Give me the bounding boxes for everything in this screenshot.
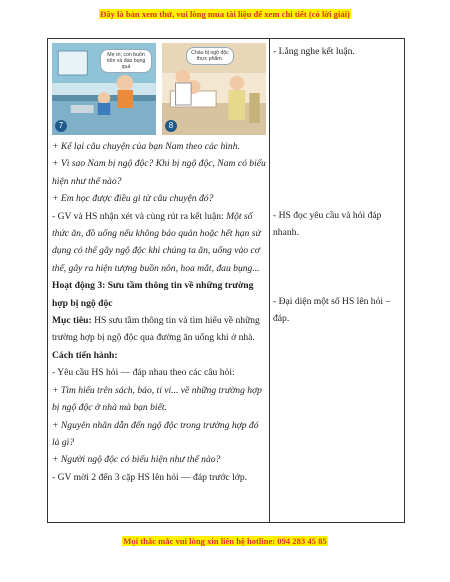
method-label: Cách tiến hành: bbox=[52, 349, 118, 361]
student-response-1: - Lắng nghe kết luận. bbox=[273, 46, 355, 57]
goal-text: HS sưu tầm thông tin và tìm hiểu về những trường hợp bị ngộ độc qua đường ăn uống khi ở nhà. bbox=[52, 315, 260, 344]
step-pair-questions: - Yêu cầu HS hỏi — đáp nhau theo các câu hỏi: bbox=[52, 367, 235, 379]
goal bbox=[52, 312, 266, 347]
conclusion bbox=[52, 208, 266, 278]
question-lesson-learned: + Em học được điều gì từ câu chuyện đó? bbox=[52, 193, 214, 205]
question-retell: + Kể lại câu chuyện của bạn Nam theo các hình. bbox=[52, 141, 240, 152]
prompt-research-cases: + Tìm hiểu trên sách, báo, ti vi... về những trường hợp bị ngộ độc ở nhà mà bạn biết. bbox=[52, 384, 262, 414]
hotline-footer: Mọi thắc mắc vui lòng xin liên hệ hotline: 094 283 45 85 bbox=[123, 536, 327, 546]
goal-label: Mục tiêu: bbox=[52, 315, 92, 327]
prompt-symptoms: + Người ngộ độc có biểu hiện như thế nào? bbox=[52, 454, 221, 466]
illustration-7 bbox=[52, 43, 156, 135]
question-why-poisoned: + Vì sao Nam bị ngộ độc? Khi bị ngộ độc, Nam có biểu hiện như thế nào? bbox=[52, 158, 266, 187]
student-response-2: - HS đọc yêu cầu và hỏi đáp nhanh. bbox=[273, 210, 382, 239]
lesson-table bbox=[47, 38, 405, 523]
panel-number-7: 7 bbox=[55, 120, 67, 132]
step-present: - GV mời 2 đến 3 cặp HS lên hỏi — đáp trước lớp. bbox=[52, 471, 248, 483]
column-divider bbox=[269, 39, 270, 522]
conclusion-text: Một số thức ăn, đồ uống nếu không bảo quản hoặc hết hạn sử dụng có thể gây ngộ độc khi chúng ta ăn, uống vào cơ thể, gây ra hiện tượng buồn nôn, hoa mắt, đau bụng... bbox=[52, 210, 261, 274]
story-illustrations bbox=[52, 43, 266, 135]
student-response-3: - Đại diện một số HS lên hỏi – đáp. bbox=[273, 296, 391, 325]
speech-bubble-8: Cháu bị ngộ độc thực phẩm. bbox=[186, 47, 234, 65]
conclusion-intro: - GV và HS nhận xét và cùng rút ra kết luận: bbox=[52, 210, 227, 222]
prompt-cause: + Nguyên nhân dẫn đến ngộ độc trong trường hợp đó là gì? bbox=[52, 419, 259, 448]
illustration-8 bbox=[162, 43, 266, 135]
preview-notice: Đây là bản xem thử, vui lòng mua tài liệu để xem chi tiết (có lời giải) bbox=[100, 9, 350, 19]
speech-bubble-7: Mẹ ơi, con buồn nôn và đau bụng quá bbox=[100, 49, 152, 73]
panel-number-8: 8 bbox=[165, 120, 177, 132]
activity-3-title: Hoạt động 3: Sưu tầm thông tin về những trường hợp bị ngộ độc bbox=[52, 280, 254, 309]
teacher-activities-column bbox=[52, 43, 266, 486]
